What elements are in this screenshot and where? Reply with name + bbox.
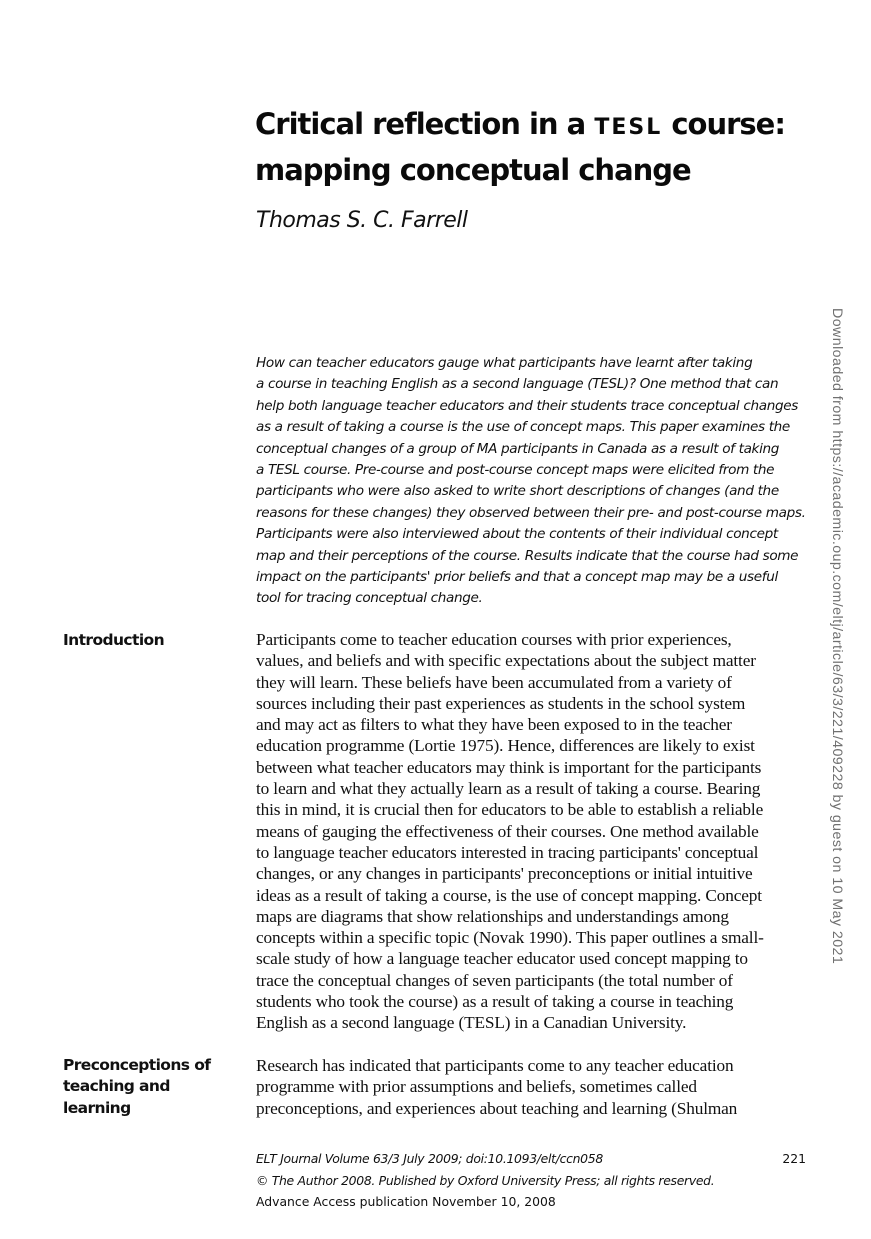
- body-line: to learn and what they actually learn as a result of taking a course. Bearing: [256, 779, 761, 799]
- abstract-line: How can teacher educators gauge what participants have learnt after taking: [256, 355, 753, 371]
- body-line: and may act as filters to what they have been exposed to in the teacher: [256, 715, 732, 735]
- body-line: education programme (Lortie 1975). Hence, differences are likely to exist: [256, 736, 755, 756]
- abstract-line: reasons for these changes) they observed between their pre- and post-course maps.: [256, 504, 806, 521]
- abstract: [256, 353, 816, 610]
- body-line: between what teacher educators may think is important for the participants: [256, 757, 762, 777]
- body-line: to language teacher educators interested in tracing participants' conceptual: [256, 842, 759, 862]
- abstract-line: conceptual changes of a group of MA participants in Canada as a result of taking: [256, 440, 780, 457]
- article-title: [255, 103, 815, 191]
- title-line-1: Critical reflection in a TESL course:: [255, 107, 785, 141]
- abstract-line: tool for tracing conceptual change.: [256, 590, 483, 607]
- body-line: sources including their past experiences as students in the school system: [256, 693, 746, 713]
- abstract-line: a TESL course. Pre-course and post-course concept maps were elicited from the: [256, 462, 775, 479]
- abstract-line: help both language teacher educators and their students trace conceptual changes: [256, 397, 798, 414]
- body-line: students who took the course) as a result of taking a course in teaching: [256, 992, 734, 1012]
- abstract-line: as a result of taking a course is the use of concept maps. This paper examines the: [256, 419, 790, 436]
- heading-line: learning: [63, 1098, 131, 1117]
- copyright-notice: © The Author 2008. Published by Oxford University Press; all rights reserved.: [256, 1172, 715, 1188]
- body-line: scale study of how a language teacher educator used concept mapping to: [256, 949, 748, 969]
- footer-journal-row: [256, 1148, 806, 1170]
- body-line: trace the conceptual changes of seven participants (the total number of: [256, 970, 733, 990]
- abstract-line: a course in teaching English as a second language (TESL)? One method that can: [256, 376, 779, 393]
- journal-citation: ELT Journal Volume 63/3 July 2009; doi:10.1093/elt/ccn058: [256, 1151, 603, 1166]
- section-body-introduction: [256, 629, 816, 1034]
- download-watermark: Downloaded from https://academic.oup.com/eltj/article/63/3/221/409228 by guest on 10 May 2021: [829, 308, 845, 965]
- abstract-line: participants who were also asked to write short descriptions of changes (and the: [256, 483, 779, 500]
- title-acronym: TESL: [594, 115, 663, 140]
- body-line: concepts within a specific topic (Novak 1990). This paper outlines a small-: [256, 928, 764, 948]
- body-line: changes, or any changes in participants' preconceptions or initial intuitive: [256, 864, 753, 884]
- page-number: 221: [782, 1151, 806, 1166]
- body-line: they will learn. These beliefs have been accumulated from a variety of: [256, 672, 732, 692]
- title-line-2: mapping conceptual change: [255, 153, 691, 187]
- heading-line: Preconceptions of: [63, 1056, 211, 1074]
- section-heading-introduction: Introduction: [63, 631, 165, 649]
- section-heading-preconceptions: [63, 1055, 238, 1119]
- heading-line: teaching and: [63, 1077, 170, 1096]
- body-line: this in mind, it is crucial then for educators to be able to establish a reliable: [256, 800, 764, 820]
- body-line: Participants come to teacher education courses with prior experiences,: [256, 630, 732, 649]
- abstract-line: impact on the participants' prior beliefs and that a concept map may be a useful: [256, 569, 778, 586]
- page-footer: [256, 1148, 806, 1213]
- body-line: programme with prior assumptions and beliefs, sometimes called: [256, 1077, 697, 1097]
- section-body-preconceptions: [256, 1055, 816, 1119]
- advance-access-notice: Advance Access publication November 10, 2008: [256, 1194, 556, 1209]
- body-line: English as a second language (TESL) in a Canadian University.: [256, 1013, 687, 1033]
- abstract-line: map and their perceptions of the course. Results indicate that the course had some: [256, 547, 799, 564]
- body-line: preconceptions, and experiences about teaching and learning (Shulman: [256, 1098, 738, 1118]
- body-line: ideas as a result of taking a course, is the use of concept mapping. Concept: [256, 885, 762, 905]
- body-line: values, and beliefs and with specific expectations about the subject matter: [256, 651, 756, 671]
- body-line: means of gauging the effectiveness of their courses. One method available: [256, 821, 759, 841]
- body-line: Research has indicated that participants come to any teacher education: [256, 1056, 734, 1075]
- author-name: Thomas S. C. Farrell: [256, 208, 468, 233]
- body-line: maps are diagrams that show relationships and understandings among: [256, 906, 729, 926]
- abstract-line: Participants were also interviewed about the contents of their individual concept: [256, 526, 778, 543]
